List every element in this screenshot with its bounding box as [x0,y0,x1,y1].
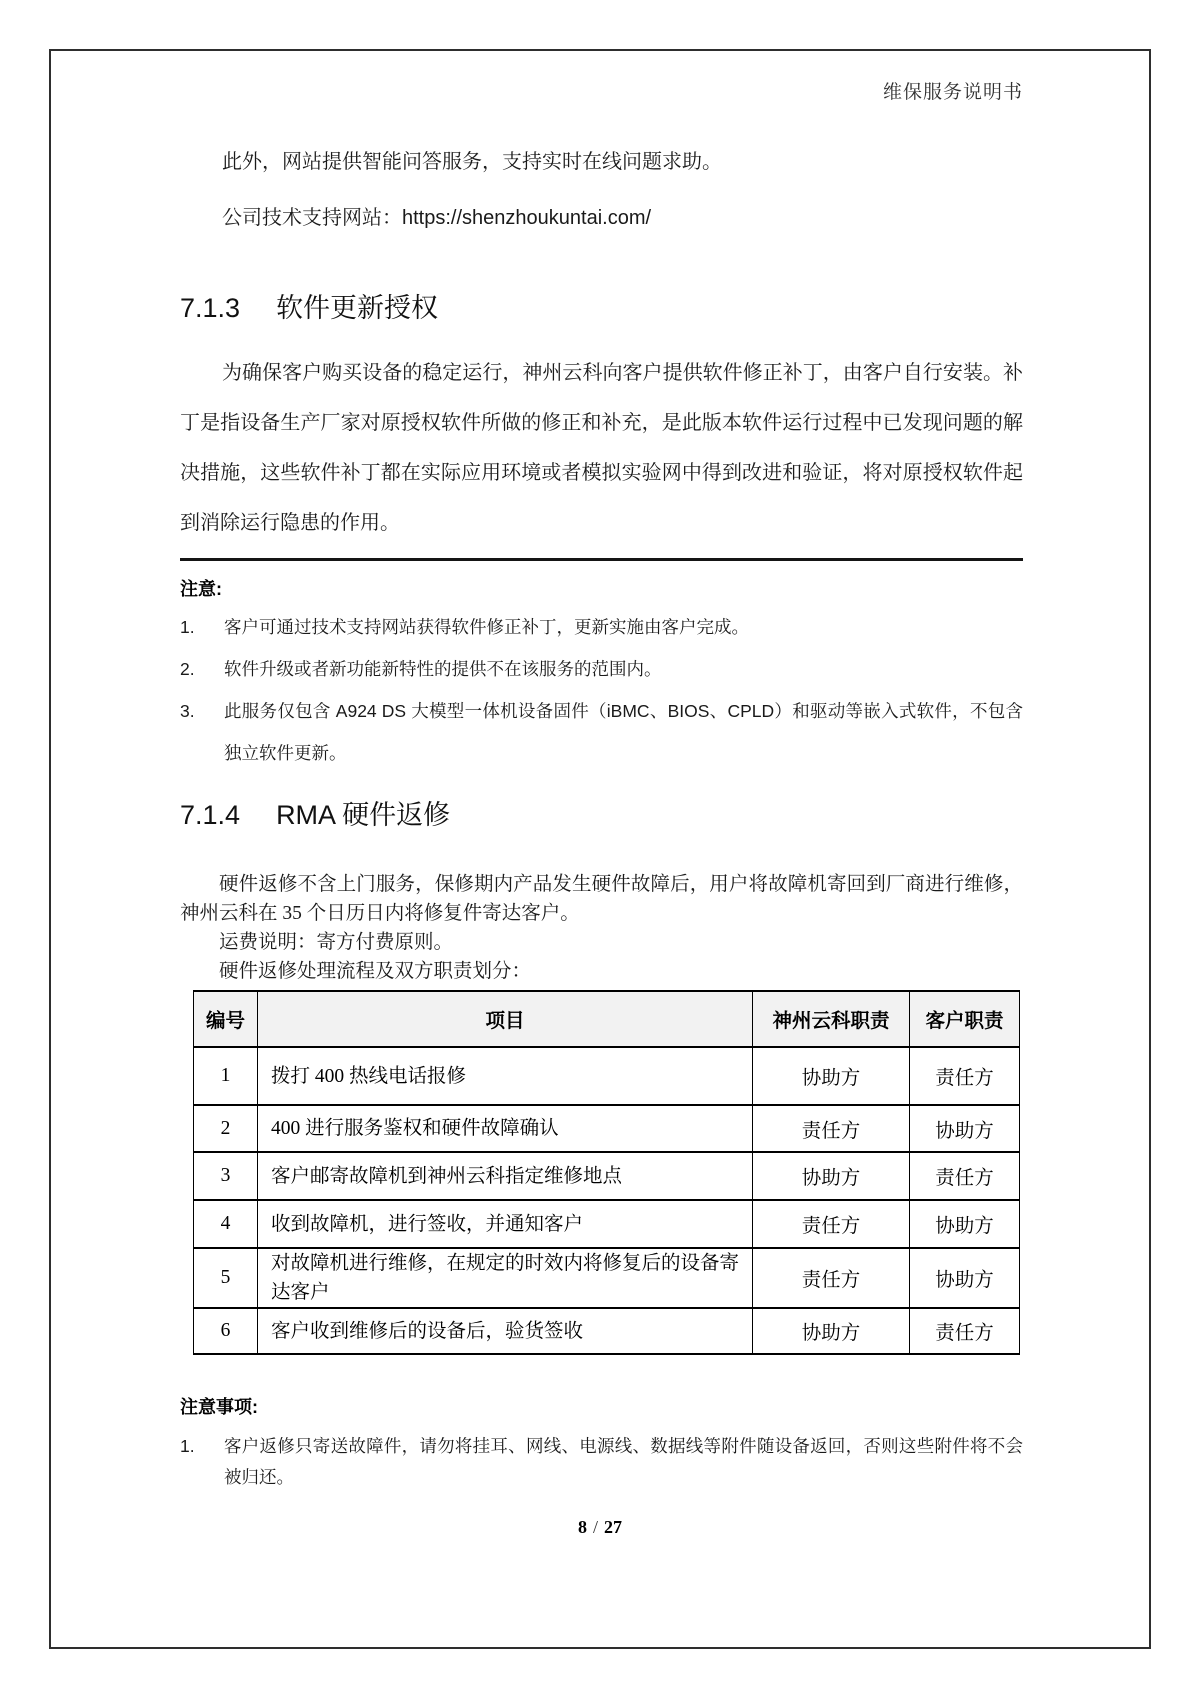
page-content [51,147,1149,1493]
table-header-row [194,991,1020,1047]
column-header-vendor-duty: 神州云科职责 [753,991,910,1047]
note-label: 注意: [180,579,222,599]
cell-number: 4 [194,1200,258,1248]
list-item [180,690,1023,774]
total-page-count: 27 [604,1517,622,1537]
intro-paragraph-1: 此外，网站提供智能问答服务，支持实时在线问题求助。 [222,151,722,173]
list-item-number: 1. [180,1436,195,1456]
column-header-customer-duty: 客户职责 [910,991,1020,1047]
list-item-number: 2. [180,659,195,679]
document-page [49,49,1151,1649]
cell-customer-duty: 责任方 [910,1308,1020,1354]
intro-paragraph-2 [180,203,1023,233]
section-7-1-4-paragraph-2: 运费说明：寄方付费原则。 [219,932,454,953]
cell-customer-duty: 责任方 [910,1152,1020,1200]
section-number: 7.1.4 [180,800,241,830]
list-item-text: 客户可通过技术支持网站获得软件修正补丁，更新实施由客户完成。 [224,617,749,637]
note-divider-rule [180,558,1023,561]
section-number: 7.1.3 [180,293,241,323]
cell-item: 收到故障机，进行签收，并通知客户 [258,1200,753,1248]
table-row [194,1308,1020,1354]
cell-item: 400 进行服务鉴权和硬件故障确认 [258,1105,753,1152]
list-item [180,648,1023,690]
cell-vendor-duty: 协助方 [753,1152,910,1200]
running-header [51,81,1023,105]
cell-number: 3 [194,1152,258,1200]
cell-vendor-duty: 责任方 [753,1200,910,1248]
cell-item: 客户邮寄故障机到神州云科指定维修地点 [258,1152,753,1200]
note-label: 注意事项: [180,1397,258,1417]
list-item [180,606,1023,648]
cell-item: 客户收到维修后的设备后，验货签收 [258,1308,753,1354]
section-7-1-4-paragraph-1: 硬件返修不含上门服务，保修期内产品发生硬件故障后，用户将故障机寄回到厂商进行维修，神州云科在 35 个日历日内将修复件寄达客户。 [180,874,1023,924]
column-header-number: 编号 [194,991,258,1047]
cell-customer-duty: 协助方 [910,1200,1020,1248]
section-7-1-3-heading [180,288,1023,328]
document-title: 维保服务说明书 [882,82,1023,103]
section-7-1-3-body: 为确保客户购买设备的稳定运行，神州云科向客户提供软件修正补丁，由客户自行安装。补丁是指设备生产厂家对原授权软件所做的修正和补充，是此版本软件运行过程中已发现问题的解决措施，这些软件补丁都在实际应用环境或者模拟实验网中得到改进和验证，将对原授权软件起到消除运行隐患的作用。 [180,362,1023,534]
page-number-separator: / [592,1517,598,1537]
list-item-number: 1. [180,617,195,637]
cell-number: 6 [194,1308,258,1354]
list-item-text: 此服务仅包含 A924 DS 大模型一体机设备固件（iBMC、BIOS、CPLD）和驱动等嵌入式软件，不包含独立软件更新。 [224,701,1023,763]
section-title: RMA 硬件返修 [276,800,451,830]
list-item-number: 3. [180,701,195,721]
current-page-number: 8 [577,1517,587,1537]
section-7-1-4-heading [180,795,1023,835]
cell-number: 2 [194,1105,258,1152]
cell-vendor-duty: 责任方 [753,1248,910,1308]
table-row [194,1047,1020,1105]
support-website-url[interactable]: https://shenzhoukuntai.com/ [402,207,652,229]
section-title: 软件更新授权 [276,293,439,323]
page-number [51,1515,1149,1539]
cell-customer-duty: 协助方 [910,1105,1020,1152]
cell-vendor-duty: 协助方 [753,1047,910,1105]
cell-number: 1 [194,1047,258,1105]
table-row [194,1152,1020,1200]
column-header-item: 项目 [258,991,753,1047]
list-item [180,1431,1023,1493]
cell-customer-duty: 协助方 [910,1248,1020,1308]
cell-item: 拨打 400 热线电话报修 [258,1047,753,1105]
cell-vendor-duty: 协助方 [753,1308,910,1354]
table-row [194,1248,1020,1308]
list-item-text: 软件升级或者新功能新特性的提供不在该服务的范围内。 [224,659,662,679]
table-row [194,1105,1020,1152]
support-site-label: 公司技术支持网站： [222,207,402,229]
cell-vendor-duty: 责任方 [753,1105,910,1152]
cell-number: 5 [194,1248,258,1308]
note-list [180,606,1023,774]
rma-process-table [193,990,1020,1355]
cell-customer-duty: 责任方 [910,1047,1020,1105]
section-7-1-4-paragraph-3: 硬件返修处理流程及双方职责划分： [219,961,532,982]
list-item-text: 客户返修只寄送故障件，请勿将挂耳、网线、电源线、数据线等附件随设备返回，否则这些附件将不会被归还。 [224,1436,1023,1487]
cell-item: 对故障机进行维修，在规定的时效内将修复后的设备寄达客户 [258,1248,753,1308]
table-row [194,1200,1020,1248]
